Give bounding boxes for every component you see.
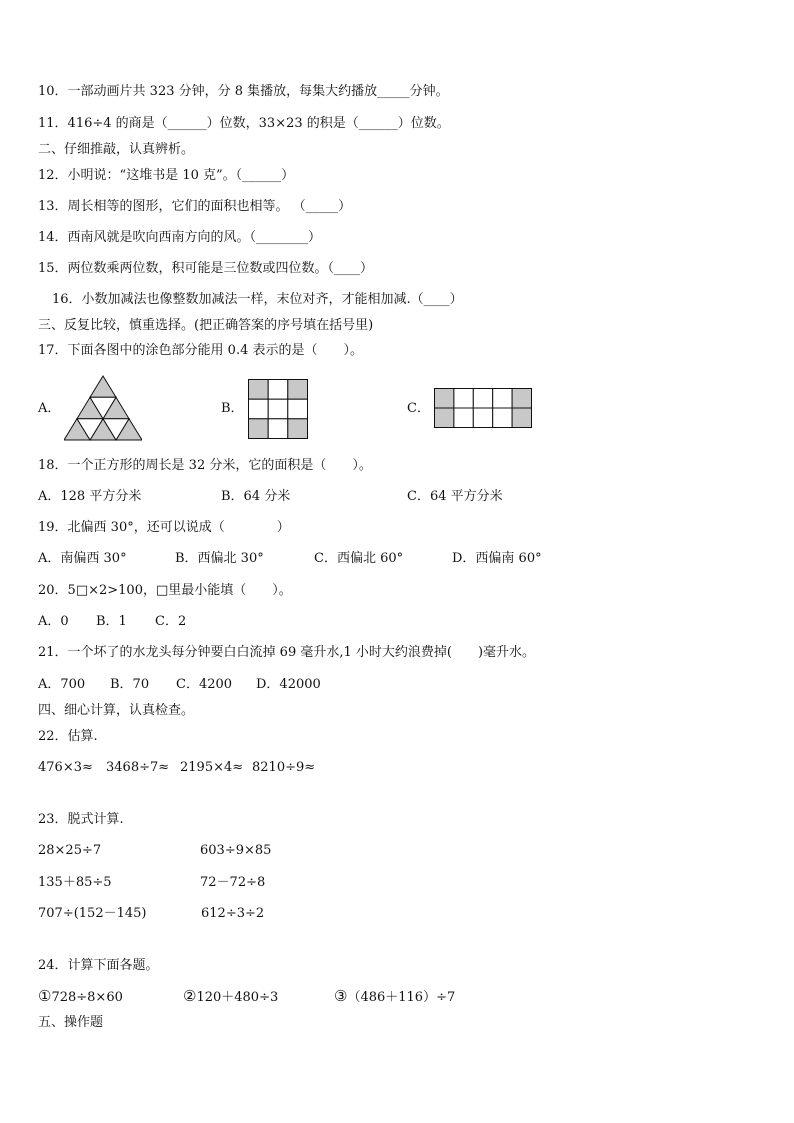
q24-item-2 xyxy=(183,988,278,1006)
q21-option-c: C．4200 xyxy=(176,677,233,692)
section-5-heading: 五、操作题 xyxy=(38,1015,104,1030)
q17: 17．下面各图中的涂色部分能用 0.4 表示的是（ ）。 xyxy=(38,343,363,358)
q17-figure-c-grid xyxy=(434,388,532,428)
circled-3: ③ xyxy=(334,987,348,1005)
q22-item-4: 8210÷9≈ xyxy=(252,760,316,775)
q10: 10．一部动画片共 323 分钟，分 8 集播放，每集大约播放_____分钟。 xyxy=(38,84,449,99)
q24-expr-2: 120＋480÷3 xyxy=(196,990,279,1005)
q23-item-1: 28×25÷7 xyxy=(38,843,102,858)
q24-expr-3: （486＋116）÷7 xyxy=(347,990,456,1005)
q24-expr-1: 728÷8×60 xyxy=(51,990,123,1005)
q20: 20．5□×2>100，□里最小能填（ ）。 xyxy=(38,583,292,598)
q13: 13．周长相等的图形，它们的面积也相等。 （_____） xyxy=(38,199,352,214)
q24-item-3 xyxy=(334,988,455,1006)
q23: 23．脱式计算. xyxy=(38,812,124,827)
q20-option-a: A．0 xyxy=(38,614,69,629)
q17-option-a-label: A． xyxy=(38,401,61,416)
q14: 14．西南风就是吹向西南方向的风。（________） xyxy=(38,230,322,245)
circled-2: ② xyxy=(183,987,197,1005)
q23-item-4: 72－72÷8 xyxy=(200,875,266,890)
q22-item-2: 3468÷7≈ xyxy=(106,760,170,775)
q12: 12．小明说：“这堆书是 10 克”。（______） xyxy=(38,168,295,183)
q18-option-b: B．64 分米 xyxy=(221,489,291,504)
q17-option-c-label: C． xyxy=(407,401,430,416)
circled-1: ① xyxy=(38,987,52,1005)
section-4-heading: 四、细心计算，认真检查。 xyxy=(38,703,195,718)
q18-option-c: C．64 平方分米 xyxy=(407,489,503,504)
q23-item-3: 135＋85÷5 xyxy=(38,875,112,890)
q18: 18．一个正方形的周长是 32 分米，它的面积是（ ）。 xyxy=(38,458,372,473)
q23-item-6: 612÷3÷2 xyxy=(201,906,265,921)
q21-option-b: B．70 xyxy=(110,677,150,692)
q20-option-c: C．2 xyxy=(155,614,187,629)
q24-item-1 xyxy=(38,988,123,1006)
q21-option-a: A．700 xyxy=(38,677,86,692)
q17-option-b-label: B． xyxy=(221,401,244,416)
q21-option-d: D．42000 xyxy=(256,677,321,692)
q22: 22．估算. xyxy=(38,729,98,744)
q16: 16．小数加减法也像整数加减法一样，末位对齐，才能相加减.（____） xyxy=(52,292,463,307)
q21: 21．一个坏了的水龙头每分钟要白白流掉 69 毫升水,1 小时大约浪费掉( )毫升水。 xyxy=(38,645,536,660)
q19-option-b: B．西偏北 30° xyxy=(175,551,264,566)
q23-item-2: 603÷9×85 xyxy=(200,843,272,858)
q19-option-d: D．西偏南 60° xyxy=(452,551,542,566)
q19: 19．北偏西 30°，还可以说成（ ） xyxy=(38,520,290,535)
tri-up-top xyxy=(90,376,116,397)
q18-option-a: A．128 平方分米 xyxy=(38,489,142,504)
q22-item-3: 2195×4≈ xyxy=(180,760,244,775)
q22-item-1: 476×3≈ xyxy=(38,760,93,775)
q20-option-b: B．1 xyxy=(96,614,127,629)
q19-option-a: A．南偏西 30° xyxy=(38,551,127,566)
section-2-heading: 二、仔细推敲，认真辨析。 xyxy=(38,142,195,157)
q17-figure-a-triangle xyxy=(64,374,142,442)
section-3-heading: 三、反复比较，慎重选择。(把正确答案的序号填在括号里) xyxy=(38,318,374,333)
q23-item-5: 707÷(152－145) xyxy=(38,906,147,921)
q19-option-c: C．西偏北 60° xyxy=(314,551,404,566)
q11: 11．416÷4 的商是（______）位数，33×23 的积是（______）位数。 xyxy=(38,116,450,131)
q15: 15．两位数乘两位数，积可能是三位数或四位数。（____） xyxy=(38,261,374,276)
q17-figure-b-grid xyxy=(248,379,308,439)
q24: 24．计算下面各题。 xyxy=(38,958,159,973)
